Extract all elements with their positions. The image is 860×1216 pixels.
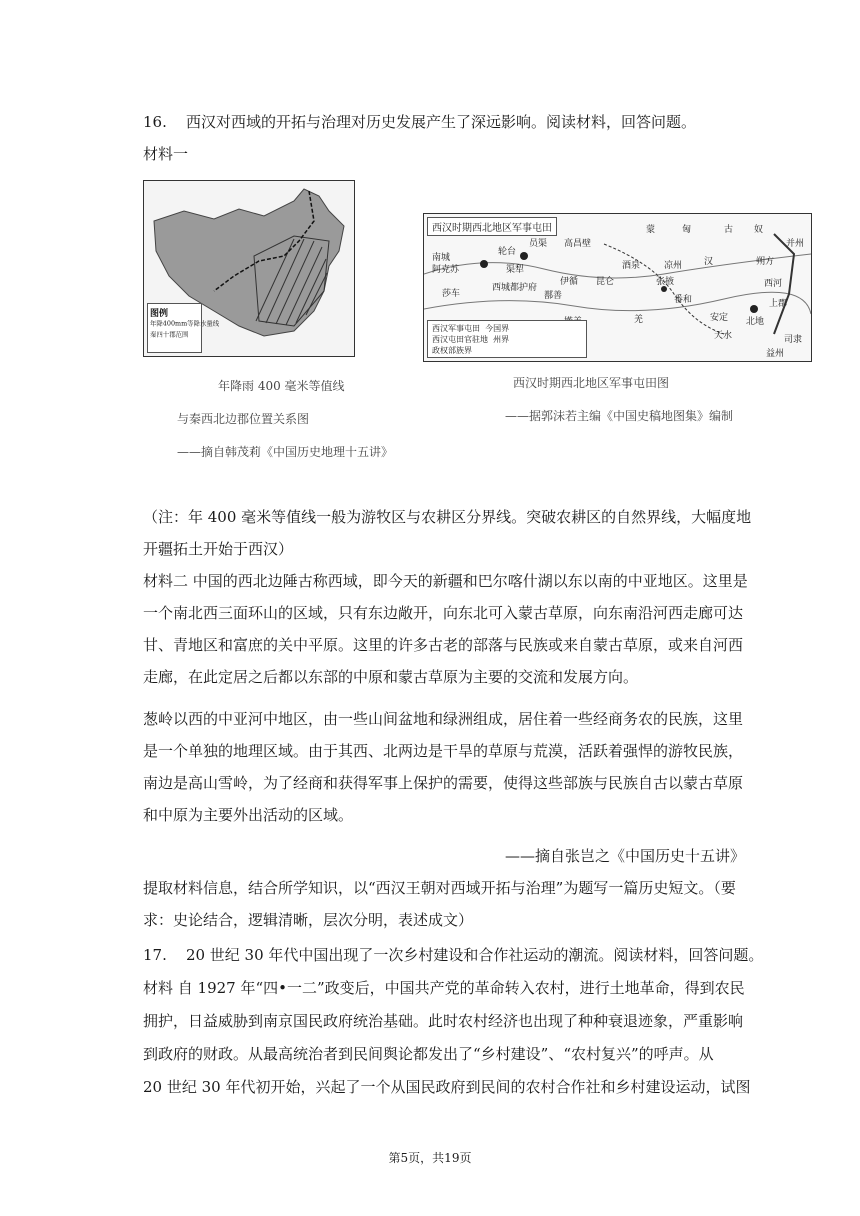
material2-line: 南边是高山雪岭，为了经商和获得军事上保护的需要，使得这些部族与民族自古以蒙古草原 (143, 774, 744, 792)
place-label: 安定 (710, 313, 729, 323)
map1-caption-3: ——摘自韩茂莉《中国历史地理十五讲》 (177, 445, 394, 459)
map2-legend-item: 今国界 (485, 324, 510, 333)
map2-legend-item: 州界 (493, 335, 510, 344)
place-label: 天水 (714, 331, 733, 341)
material2-line: 和中原为主要外出活动的区域。 (143, 806, 354, 824)
place-label: 渠犁 (506, 265, 525, 275)
q17-material-line: 20 世纪 30 年代初开始，兴起了一个从国民政府到民间的农村合作社和乡村建设运动，试图 (143, 1078, 751, 1096)
map1-legend (147, 303, 220, 353)
place-label: 朔方 (756, 257, 775, 267)
place-label: 张掖 (656, 277, 675, 287)
place-label: 北地 (746, 317, 765, 327)
place-label: 汉 (704, 257, 714, 267)
place-label: 番和 (674, 295, 693, 305)
map1-legend-item: 秦四十郡范围 (150, 330, 189, 338)
place-label: 莎车 (442, 289, 461, 299)
place-label: 西城都护府 (492, 283, 538, 293)
map1-caption-2: 与秦西北边郡位置关系图 (177, 412, 310, 426)
q17-material-line: 拥护，日益威胁到南京国民政府统治基础。此时农村经济也出现了种种衰退迹象，严重影响 (143, 1012, 744, 1030)
place-label: 员渠 (529, 239, 548, 249)
map2-caption-1: 西汉时期西北地区军事屯田图 (513, 376, 670, 390)
note-line: 开疆拓土开始于西汉） (143, 540, 294, 558)
map2-legend-item: 西汉军事屯田 (432, 324, 480, 333)
q17-header (143, 945, 763, 965)
place-label: 蒙 (646, 225, 656, 235)
place-label: 凉州 (664, 261, 683, 271)
task-line: 求：史论结合，逻辑清晰，层次分明，表述成文） (143, 911, 474, 929)
place-label: 南城 (432, 253, 451, 263)
place-label: 上郡 (769, 299, 788, 309)
material1-label: 材料一 (143, 145, 189, 163)
place-label: 司隶 (784, 335, 803, 345)
place-label: 匈 (682, 225, 692, 235)
place-label: 昆仑 (596, 277, 615, 287)
map2-legend-item: 西汉屯田官驻地 (432, 335, 488, 344)
page-footer: 第5页，共19页 (388, 1151, 472, 1165)
material2-line: 葱岭以西的中亚河中地区，由一些山间盆地和绿洲组成，居住着一些经商务农的民族，这里 (143, 710, 744, 728)
map2-title: 西汉时期西北地区军事屯田 (427, 217, 557, 236)
place-label: 高昌壁 (564, 239, 592, 249)
place-label: 并州 (786, 239, 805, 249)
place-label: 西河 (764, 279, 783, 289)
q17-stem: 20 世纪 30 年代中国出现了一次乡村建设和合作社运动的潮流。阅读材料，回答问题。 (185, 946, 764, 964)
map1-legend-item: 年降400mm等降水量线 (150, 319, 220, 327)
material2-line: 甘、青地区和富庶的关中平原。这里的许多古老的部落与民族或来自蒙古草原，或来自河西 (143, 636, 744, 654)
task-line: 提取材料信息，结合所学知识，以“西汉王朝对西域开拓与治理”为题写一篇历史短文。（要 (143, 879, 736, 897)
place-label: 阿克苏 (432, 265, 460, 275)
place-label: 羌 (634, 315, 644, 325)
q16-stem: 西汉对西域的开拓与治理对历史发展产生了深远影响。阅读材料，回答问题。 (185, 113, 696, 131)
place-label: 古 (724, 225, 734, 235)
place-label: 鄯善 (544, 291, 563, 301)
material2-line: 一个南北西三面环山的区域，只有东边敞开，向东北可入蒙古草原，向东南沿河西走廊可达 (143, 604, 744, 622)
q17-number: 17. (143, 946, 167, 964)
place-label: 奴 (754, 225, 764, 235)
place-label: 益州 (766, 349, 785, 359)
q17-material-line: 材料 自 1927 年“四•一二”政变后，中国共产党的革命转入农村，进行土地革命，得到农民 (143, 979, 745, 997)
place-label: 伊循 (560, 277, 579, 287)
q16-number: 16. (143, 113, 167, 131)
map1-caption-1: 年降雨 400 毫米等值线 (218, 379, 345, 393)
map2-caption-2: ——据郭沫若主编《中国史稿地图集》编制 (505, 409, 734, 423)
material2-source: ——摘自张岂之《中国历史十五讲》 (504, 847, 745, 865)
map2-legend-item: 政权部族界 (432, 346, 472, 355)
map-rainfall-line (143, 180, 355, 357)
place-label: 酒泉 (622, 261, 641, 271)
map-military-colonies (423, 213, 812, 362)
material2-line: 材料二 中国的西北边陲古称西域，即今天的新疆和巴尔喀什湖以东以南的中亚地区。这里是 (143, 572, 748, 590)
material2-line: 走廊，在此定居之后都以东部的中原和蒙古草原为主要的交流和发展方向。 (143, 668, 639, 686)
q16-header (143, 112, 696, 132)
note-line: （注：年 400 毫米等值线一般为游牧区与农耕区分界线。突破农耕区的自然界线，大幅度地 (143, 508, 752, 526)
q17-material-line: 到政府的财政。从最高统治者到民间舆论都发出了“乡村建设”、“农村复兴”的呼声。从 (143, 1045, 714, 1063)
material2-line: 是一个单独的地理区域。由于其西、北两边是干旱的草原与荒漠，活跃着强悍的游牧民族， (143, 742, 744, 760)
map1-legend-title: 图例 (150, 309, 169, 319)
map2-legend (427, 320, 587, 358)
place-label: 轮台 (498, 247, 517, 257)
